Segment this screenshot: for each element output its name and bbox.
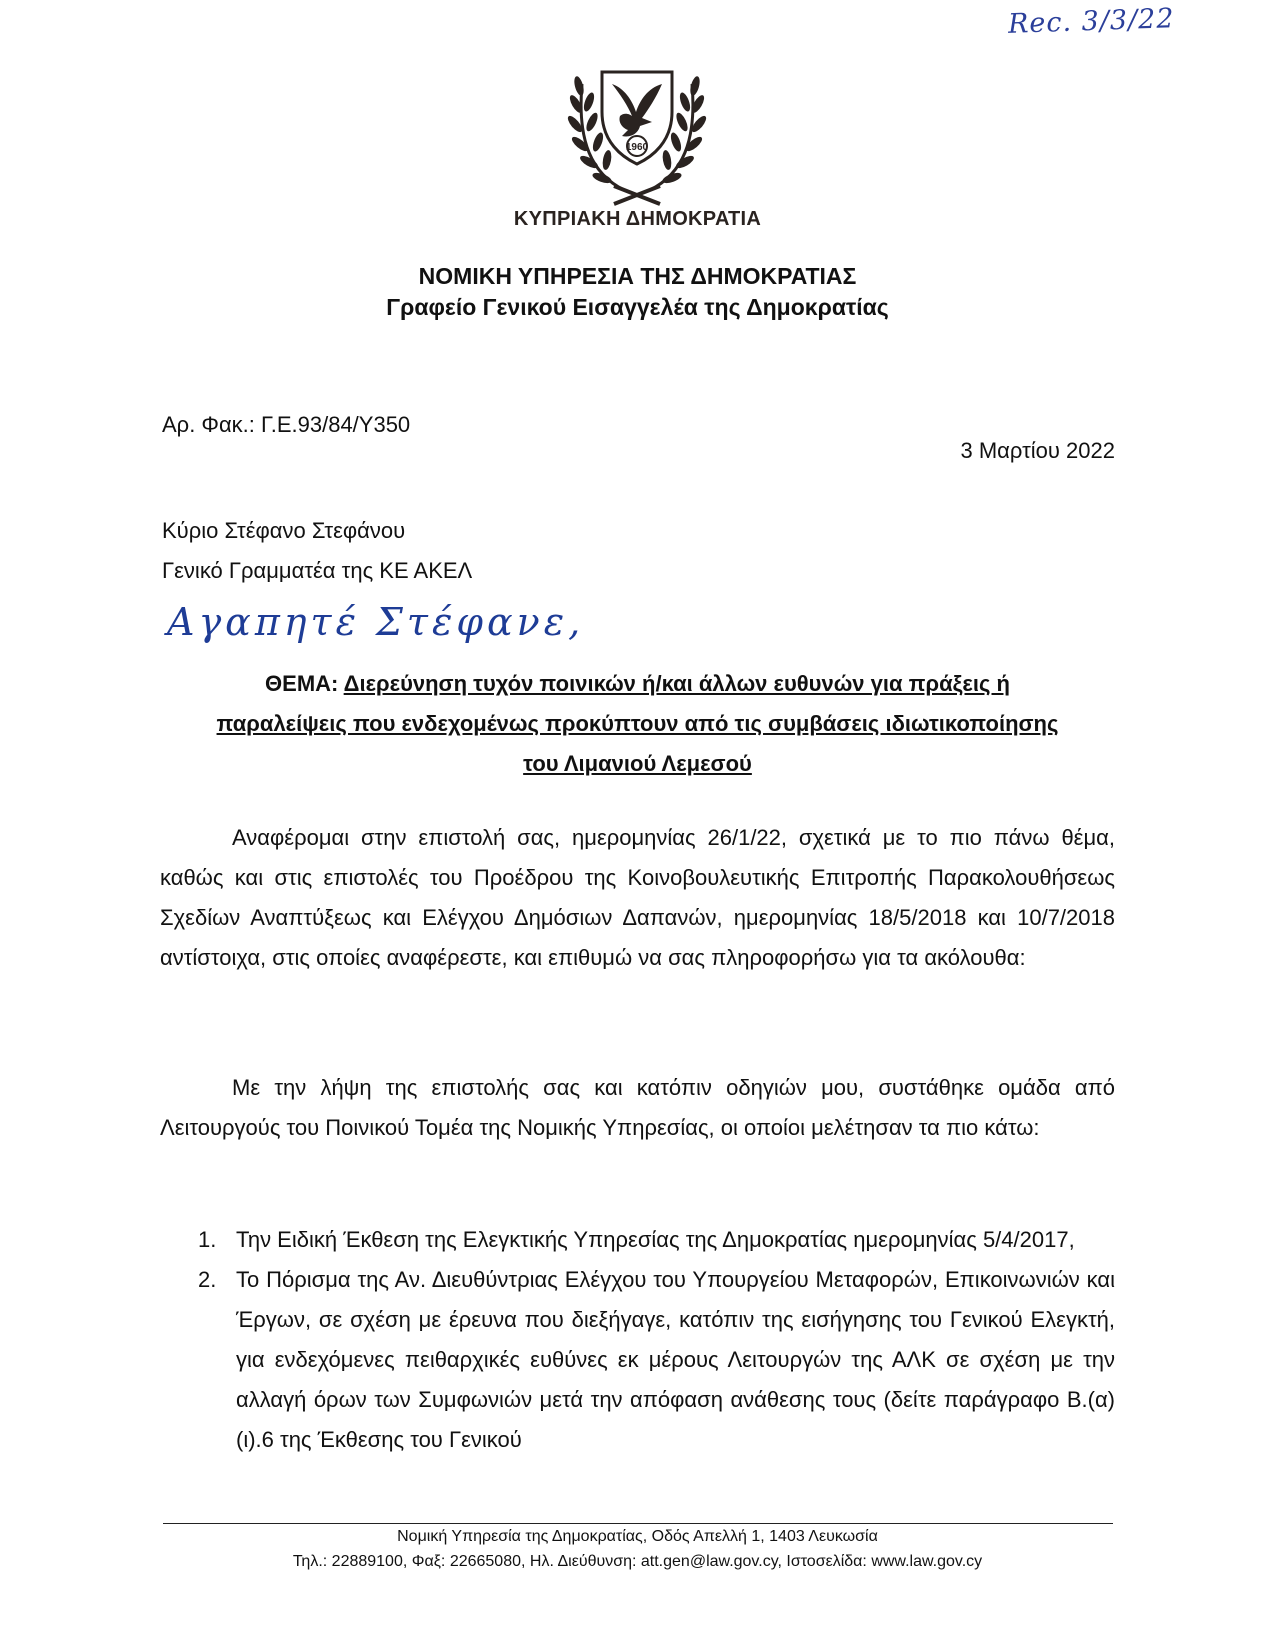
- subject-block: [160, 664, 1115, 784]
- subject-label: ΘΕΜΑ:: [265, 671, 339, 696]
- file-number: Αρ. Φακ.: Γ.Ε.93/84/Υ350: [162, 412, 411, 437]
- subject-line-1: Διερεύνηση τυχόν ποινικών ή/και άλλων ευθυνών για πράξεις ή: [343, 671, 1010, 696]
- coat-of-arms-emblem: [552, 62, 722, 210]
- footer-divider: [163, 1523, 1113, 1524]
- right-olive-branch: [650, 75, 708, 190]
- emblem-icon: [552, 62, 722, 210]
- dove-icon: [612, 84, 662, 137]
- left-olive-branch: [566, 75, 624, 190]
- recipient-name: Κύριο Στέφανο Στεφάνου: [162, 518, 406, 543]
- list-item: [160, 1260, 1115, 1460]
- subject-line-3: του Λιμανιού Λεμεσού: [523, 751, 752, 776]
- subject-line-2: παραλείψεις που ενδεχομένως προκύπτουν από τις συμβάσεις ιδιωτικοποίησης: [216, 711, 1059, 736]
- recipient-title: Γενικό Γραμματέα της ΚΕ ΑΚΕΛ: [162, 558, 473, 583]
- list-item-text: Το Πόρισμα της Αν. Διευθύντριας Ελέγχου του Υπουργείου Μεταφορών, Επικοινωνιών και Έργων, σε σχέση με έρευνα που διεξήγαγε, κατόπιν της εισήγησης του Γενικού Ελεγκτή, για ενδεχόμενες πειθαρχικές ευθύνες εκ μέρους Λειτουργών της ΑΛΚ σε σχέση με την αλλαγή όρων των Συμφωνιών μετά την απόφαση ανάθεσης τους (δείτε παράγραφο Β.(α)(ι).6 της Έκθεσης του Γενικού: [236, 1267, 1115, 1452]
- footer-address: Νομική Υπηρεσία της Δημοκρατίας, Οδός Απελλή 1, 1403 Λευκωσία: [397, 1528, 878, 1545]
- handwritten-greeting: Αγαπητέ Στέφανε,: [167, 600, 585, 644]
- list-item-number: 1.: [198, 1227, 217, 1252]
- paragraph-text: Αναφέρομαι στην επιστολή σας, ημερομηνίας 26/1/22, σχετικά με το πιο πάνω θέμα, καθώς και στις επιστολές του Προέδρου της Κοινοβουλευτικής Επιτροπής Παρακολουθήσεως Σχεδίων Αναπτύξεως και Ελέγχου Δημόσιων Δαπανών, ημερομηνίας 18/5/2018 και 10/7/2018 αντίστοιχα, στις οποίες αναφέρεστε, και επιθυμώ να σας πληροφορήσω για τα ακόλουθα:: [160, 825, 1115, 970]
- footer-contacts: Τηλ.: 22889100, Φαξ: 22665080, Ηλ. Διεύθυνση: att.gen@law.gov.cy, Ιστοσελίδα: www.law.gov.cy: [292, 1553, 983, 1570]
- received-stamp: Rec. 3/3/22: [1007, 3, 1176, 40]
- body-paragraph-2: [160, 1068, 1115, 1148]
- list-item-number: 2.: [198, 1267, 217, 1292]
- country-name: ΚΥΠΡΙΑΚΗ ΔΗΜΟΚΡΑΤΙΑ: [513, 208, 762, 230]
- list-item-text: Την Ειδική Έκθεση της Ελεγκτικής Υπηρεσίας της Δημοκρατίας ημερομηνίας 5/4/2017,: [236, 1227, 1075, 1252]
- letter-date: 3 Μαρτίου 2022: [960, 438, 1115, 463]
- emblem-year: 1960: [625, 142, 649, 153]
- office-title: Γραφείο Γενικού Εισαγγελέα της Δημοκρατίας: [386, 294, 889, 320]
- paragraph-text: Με την λήψη της επιστολής σας και κατόπιν οδηγιών μου, συστάθηκε ομάδα από Λειτουργούς του Ποινικού Τομέα της Νομικής Υπηρεσίας, οι οποίοι μελέτησαν τα πιο κάτω:: [160, 1075, 1115, 1140]
- numbered-list: [160, 1220, 1115, 1460]
- department-title: ΝΟΜΙΚΗ ΥΠΗΡΕΣΙΑ ΤΗΣ ΔΗΜΟΚΡΑΤΙΑΣ: [418, 263, 857, 289]
- list-item: [160, 1220, 1115, 1260]
- body-paragraph-1: [160, 818, 1115, 978]
